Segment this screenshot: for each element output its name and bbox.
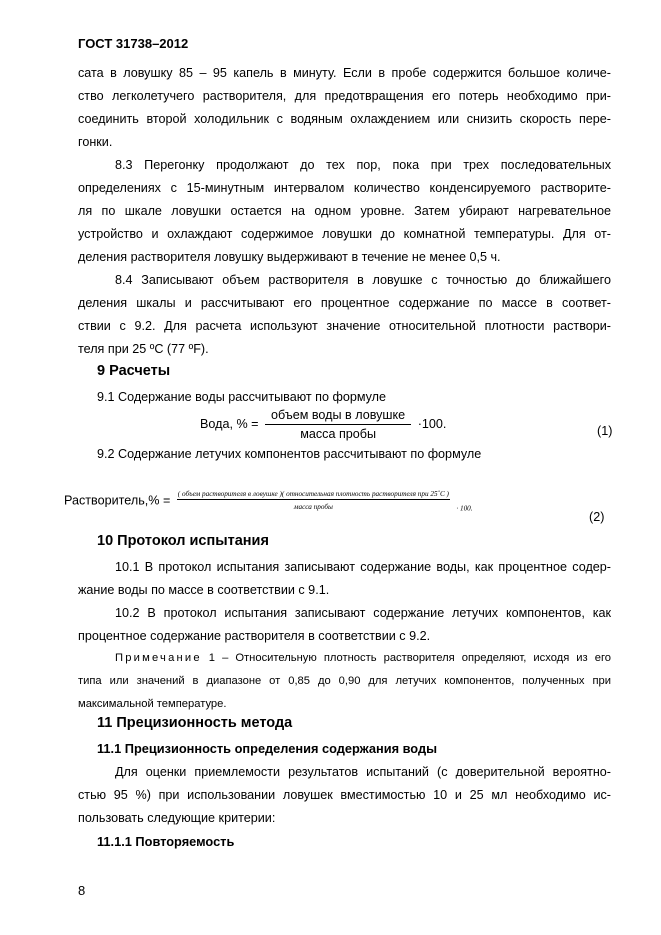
text-line: гонки. bbox=[78, 135, 113, 149]
paragraph-9-2: 9.2 Содержание летучих компонентов рассчитывают по формуле bbox=[97, 447, 482, 461]
formula-1-fraction bbox=[265, 408, 411, 441]
formula-1-multiplier: ·100. bbox=[417, 416, 447, 431]
paragraph-11-1 bbox=[78, 761, 611, 830]
subsection-11-1-heading: 11.1 Прецизионность определения содержания воды bbox=[97, 741, 438, 756]
note-line bbox=[78, 647, 611, 670]
text-line: пользовать следующие критерии: bbox=[78, 811, 276, 825]
paragraph-8-3 bbox=[78, 154, 611, 269]
formula-2-fraction bbox=[177, 490, 450, 511]
text-line: стью 95 %) при использовании ловушек вместимостью 10 и 25 мл необходимо ис- bbox=[78, 788, 611, 802]
formula-1-number: (1) bbox=[597, 424, 613, 438]
text-line: теля при 25 ºC (77 ºF). bbox=[78, 342, 209, 356]
paragraph-8-2-continuation bbox=[78, 62, 611, 154]
formula-1 bbox=[200, 408, 446, 441]
text-line: 10.2 В протокол испытания записывают содержание летучих компонентов, как bbox=[115, 606, 611, 620]
section-10-heading: 10 Протокол испытания bbox=[97, 533, 269, 549]
formula-1-numerator: объем воды в ловушке bbox=[265, 408, 411, 425]
formula-2-numerator: ( объем растворителя в ловушке )( относительная плотность растворителя при 25˚С ) bbox=[177, 490, 449, 498]
text-line: 10.1 В протокол испытания записывают содержание воды, как процентное содер- bbox=[115, 560, 611, 574]
formula-2-denominator: масса пробы bbox=[293, 503, 333, 511]
note-label: Примечание bbox=[115, 652, 202, 664]
note-line: типа или значений в диапазоне от 0,85 до 0,90 для летучих компонентов, полученных при bbox=[78, 675, 611, 687]
text-line: ля по шкале ловушки остается на одном уровне. Затем убирают нагревательное bbox=[78, 204, 611, 218]
paragraph-8-4 bbox=[78, 269, 611, 361]
note-text: 1 – Относительную плотность растворителя определяют, исходя из его bbox=[201, 652, 611, 664]
section-11-heading: 11 Прецизионность метода bbox=[97, 715, 293, 731]
formula-1-denominator: масса пробы bbox=[300, 427, 377, 441]
text-line: ствии с 9.2. Для расчета используют значение относительной плотности раствори- bbox=[78, 319, 611, 333]
text-line: Для оценки приемлемости результатов испытаний (с доверительной вероятно- bbox=[115, 765, 611, 779]
note-1 bbox=[78, 647, 611, 716]
text-line: устройство и охлаждают содержимое ловушки до комнатной температуры. Для от- bbox=[78, 227, 611, 241]
paragraph-10-2 bbox=[78, 602, 611, 648]
page-number: 8 bbox=[78, 883, 86, 898]
section-9-heading: 9 Расчеты bbox=[97, 363, 171, 379]
text-line: деления шкалы и рассчитывают его процентное содержание по массе в соответ- bbox=[78, 296, 611, 310]
formula-2-number: (2) bbox=[589, 510, 605, 524]
formula-2-multiplier: · 100. bbox=[456, 504, 473, 513]
formula-2 bbox=[64, 490, 473, 513]
note-line: максимальной температуре. bbox=[78, 698, 227, 710]
formula-1-lhs: Вода, % = bbox=[200, 416, 259, 431]
paragraph-9-1: 9.1 Содержание воды рассчитывают по формуле bbox=[97, 390, 387, 404]
text-line: сата в ловушку 85 – 95 капель в минуту. Если в пробе содержится большое количе- bbox=[78, 66, 611, 80]
text-line: деления растворителя ловушку выдерживают в течение не менее 0,5 ч. bbox=[78, 250, 501, 264]
text-line: жание воды по массе в соответствии с 9.1. bbox=[78, 583, 330, 597]
text-line: процентное содержание растворителя в соответствии с 9.2. bbox=[78, 629, 431, 643]
paragraph-10-1 bbox=[78, 556, 611, 602]
subsection-11-1-1-heading: 11.1.1 Повторяемость bbox=[97, 834, 235, 849]
text-line: ство легколетучего растворителя, для предотвращения его потерь необходимо при- bbox=[78, 89, 611, 103]
text-line: определениях с 15-минутным интервалом количество конденсируемого растворите- bbox=[78, 181, 611, 195]
text-line: 8.3 Перегонку продолжают до тех пор, пока при трех последовательных bbox=[115, 158, 611, 172]
text-line: соединить второй холодильник с водяным охлаждением или снизить скорость пере- bbox=[78, 112, 611, 126]
formula-2-lhs: Растворитель,% = bbox=[64, 493, 171, 508]
document-code: ГОСТ 31738–2012 bbox=[78, 36, 189, 51]
text-line: 8.4 Записывают объем растворителя в ловушке с точностью до ближайшего bbox=[115, 273, 611, 287]
